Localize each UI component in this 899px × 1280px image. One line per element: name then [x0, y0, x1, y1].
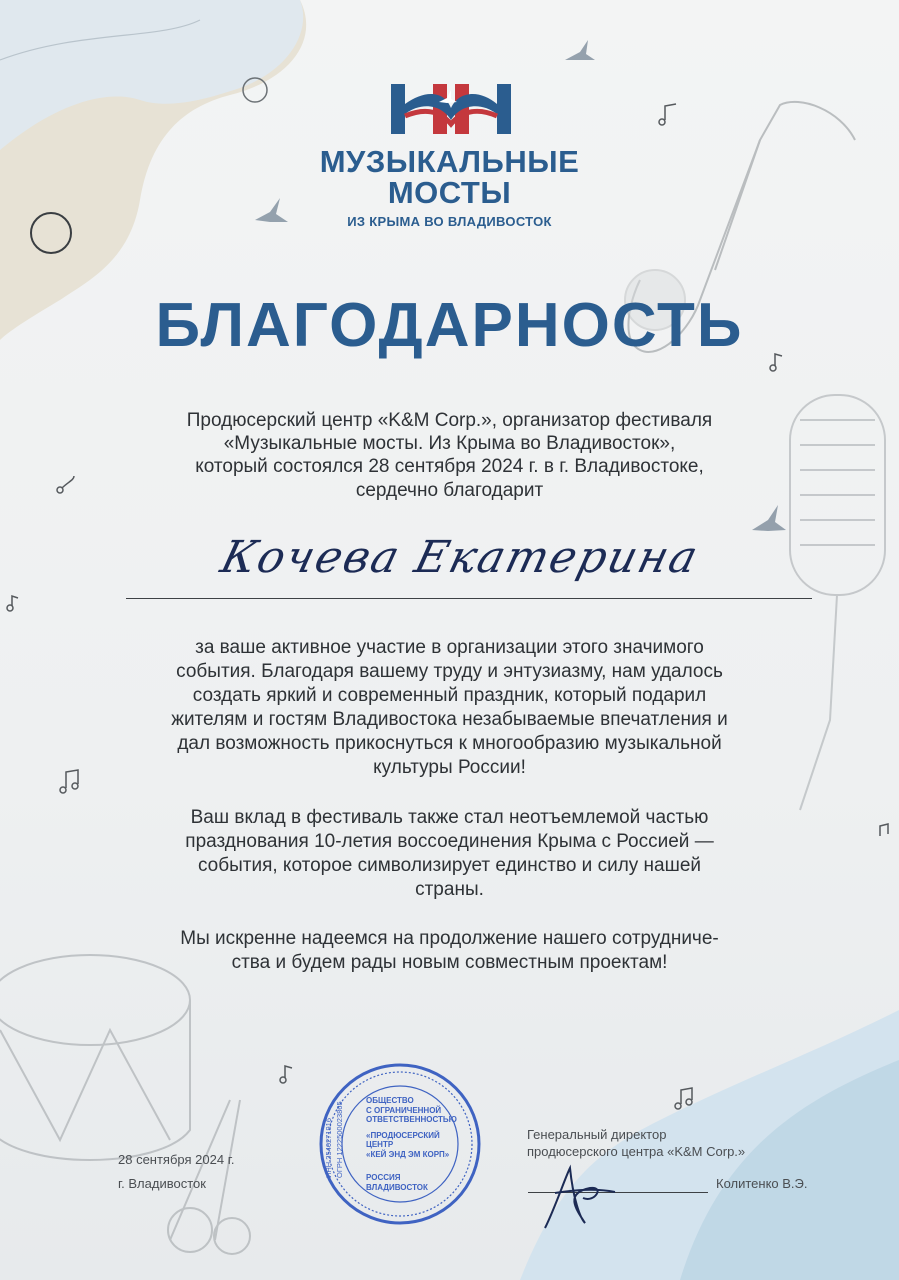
- paragraph-line: дал возможность прикоснуться к многообразию музыкальной: [177, 733, 722, 754]
- company-stamp: [318, 1062, 482, 1226]
- paragraph-line: создать яркий и современный праздник, который подарил: [192, 685, 707, 706]
- logo-title-line2: МОСТЫ: [387, 175, 512, 210]
- footer-date: 28 сентября 2024 г.: [118, 1152, 235, 1167]
- signer-title: Генеральный директор: [527, 1127, 667, 1142]
- page-title: БЛАГОДАРНОСТЬ: [155, 291, 744, 360]
- paragraph-line: события. Благодаря вашему труду и энтузиазму, нам удалось: [176, 661, 723, 682]
- logo-subtitle: ИЗ КРЫМА ВО ВЛАДИВОСТОК: [347, 214, 552, 229]
- name-underline: [126, 598, 812, 599]
- stamp-line: ВЛАДИВОСТОК: [366, 1182, 428, 1192]
- paragraph-line: празднования 10-летия воссоединения Крыма с Россией —: [185, 831, 714, 852]
- festival-logo-mark: [389, 80, 515, 138]
- stamp-inn: ИНН 2540271916: [324, 1117, 333, 1178]
- intro-line: который состоялся 28 сентября 2024 г. в г. Владивостоке,: [195, 456, 704, 477]
- paragraph-line: Мы искренне надеемся на продолжение нашего сотрудниче-: [180, 928, 719, 949]
- paragraph-line: ства и будем рады новым совместным проектам!: [231, 952, 668, 973]
- stamp-line: РОССИЯ: [366, 1173, 401, 1182]
- paragraph-line: культуры России!: [373, 757, 526, 778]
- intro-line: сердечно благодарит: [355, 480, 544, 501]
- logo-title-line1: МУЗЫКАЛЬНЫЕ: [319, 144, 580, 179]
- signer-name: Колитенко В.Э.: [716, 1176, 808, 1191]
- recipient-handwritten-name: Кочева Екатерина: [215, 532, 705, 583]
- paragraph-line: страны.: [415, 879, 484, 900]
- paragraph-line: события, которое символизирует единство и силу нашей: [197, 855, 702, 876]
- stamp-ogrn: ОГРН 1222500023865: [335, 1101, 344, 1178]
- stamp-line: ОБЩЕСТВО: [366, 1096, 414, 1105]
- stamp-line: ОТВЕТСТВЕННОСТЬЮ: [366, 1115, 457, 1124]
- stamp-line: «КЕЙ ЭНД ЭМ КОРП»: [366, 1149, 450, 1159]
- paragraph-line: за ваше активное участие в организации этого значимого: [195, 637, 704, 658]
- intro-line: «Музыкальные мосты. Из Крыма во Владивосток»,: [223, 433, 676, 454]
- director-signature: [535, 1148, 625, 1238]
- stamp-line: «ПРОДЮСЕРСКИЙ ЦЕНТР: [366, 1130, 440, 1149]
- paragraph-line: Ваш вклад в фестиваль также стал неотъемлемой частью: [190, 807, 709, 828]
- intro-line: Продюсерский центр «K&M Corp.», организатор фестиваля: [186, 410, 713, 431]
- signer-title: продюсерского центра «K&M Corp.»: [527, 1144, 746, 1159]
- stamp-line: С ОГРАНИЧЕННОЙ: [366, 1105, 442, 1115]
- paragraph-line: жителям и гостям Владивостока незабываемые впечатления и: [171, 709, 728, 730]
- footer-city: г. Владивосток: [118, 1176, 206, 1191]
- drum-icon: [0, 955, 190, 1160]
